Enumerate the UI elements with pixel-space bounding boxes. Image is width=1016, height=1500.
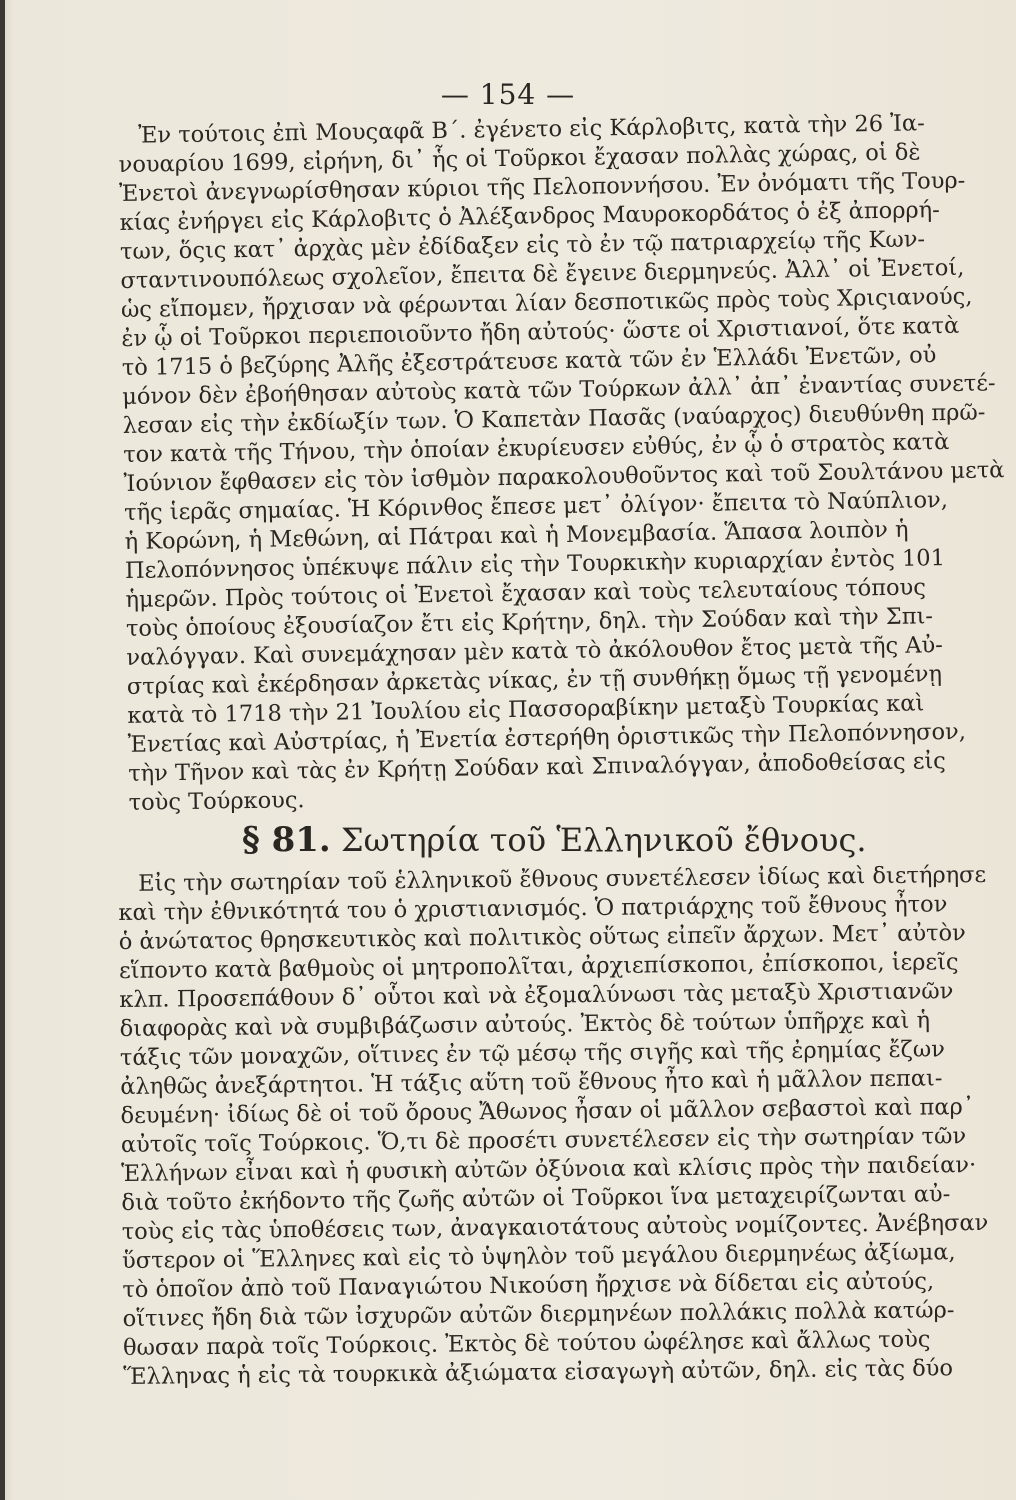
text-line: τὸ ὁποῖον ἀπὸ τοῦ Παναγιώτου Νικούση ἤρχισε νὰ δίδεται εἰς αὐτούς, bbox=[122, 1268, 935, 1303]
text-line: ὁ ἀνώτατος θρησκευτικὸς καὶ πολιτικὸς οὕτως εἰπεῖν ἄρχων. Μετ᾽ αὐτὸν bbox=[118, 920, 966, 955]
text-line: κατὰ τὸ 1718 τὴν 21 Ἰουλίου εἰς Πασσοραβίκην μεταξὺ Τουρκίας καὶ bbox=[127, 690, 925, 729]
text-line: νουαρίου 1699, εἰρήνη, δι᾽ ἧς οἱ Τοῦρκοι ἔχασαν πολλὰς χώρας, οἱ δὲ bbox=[118, 139, 921, 178]
page-number: — 154 — bbox=[440, 78, 576, 111]
text-line: ἡμερῶν. Πρὸς τούτοις οἱ Ἐνετοὶ ἔχασαν καὶ τοὺς τελευταίους τόπους bbox=[125, 574, 927, 613]
section-heading bbox=[242, 820, 867, 860]
text-line: τον κατὰ τῆς Τήνου, τὴν ὁποίαν ἐκυρίευσεν εὐθύς, ἐν ᾧ ὁ στρατὸς κατὰ bbox=[123, 428, 950, 468]
text-line: τοὺς ὁποίους ἐξουσίαζον ἔτι εἰς Κρήτην, δηλ. τὴν Σούδαν καὶ τὴν Σπι- bbox=[125, 603, 934, 642]
text-line: των, ὅςις κατ᾽ ἀρχὰς μὲν ἐδίδαξεν εἰς τὸ ἐν τῷ πατριαρχείῳ τῆς Κων- bbox=[119, 226, 926, 265]
text-line: Πελοπόννησος ὑπέκυψε πάλιν εἰς τὴν Τουρκικὴν κυριαρχίαν ἐντὸς 101 bbox=[124, 545, 946, 584]
text-line: διὰ τοῦτο ἐκήδοντο τῆς ζωῆς αὐτῶν οἱ Τοῦρκοι ἵνα μεταχειρίζωνται αὐ- bbox=[121, 1181, 951, 1216]
text-line: τῆς ἱερᾶς σημαίας. Ἡ Κόρινθος ἔπεσε μετ᾽ ὀλίγον· ἔπειτα τὸ Ναύπλιον, bbox=[123, 487, 949, 526]
text-line: διαφορὰς καὶ νὰ συμβιβάζωσιν αὐτούς. Ἐκτὸς δὲ τούτων ὑπῆρχε καὶ ἡ bbox=[119, 1007, 931, 1042]
page-spine-edge bbox=[0, 0, 5, 1500]
text-line: τὴν Τῆνον καὶ τὰς ἐν Κρήτῃ Σούδαν καὶ Σπιναλόγγαν, ἀποδοθείσας εἰς bbox=[128, 748, 947, 787]
text-line: ναλόγγαν. Καὶ συνεμάχησαν μὲν κατὰ τὸ ἀκόλουθον ἔτος μετὰ τῆς Αὐ- bbox=[126, 632, 943, 671]
text-line: δευμένη· ἰδίως δὲ οἱ τοῦ ὄρους Ἄθωνος ἦσαν οἱ μᾶλλον σεβαστοὶ καὶ παρ᾽ bbox=[120, 1094, 975, 1129]
text-line: ἐν ᾧ οἱ Τοῦρκοι περιεποιοῦντο ἤδη αὐτούς· ὥστε οἱ Χριστιανοί, ὅτε κατὰ bbox=[121, 312, 960, 352]
text-line: οἵτινες ἤδη διὰ τῶν ἰσχυρῶν αὐτῶν διερμηνέων πολλάκις πολλὰ κατώρ- bbox=[122, 1297, 955, 1332]
text-line: κίας ἐνήργει εἰς Κάρλοβιτς ὁ Ἀλέξανδρος Μαυροκορδάτος ὁ ἐξ ἀπορρή- bbox=[119, 197, 940, 236]
text-line: τάξις τῶν μοναχῶν, οἵτινες ἐν τῷ μέσῳ τῆς σιγῆς καὶ τῆς ἐρημίας ἔζων bbox=[119, 1036, 945, 1071]
text-line: καὶ τὴν ἐθνικότητά του ὁ χριστιανισμός. Ὁ πατριάρχης τοῦ ἔθνους ἦτον bbox=[118, 891, 948, 926]
text-line: Ἐν τούτοις ἐπὶ Μουςαφᾶ Β΄. ἐγένετο εἰς Κάρλοβιτς, κατὰ τὴν 26 Ἰα- bbox=[138, 110, 925, 149]
text-line: σταντινουπόλεως σχολεῖον, ἔπειτα δὲ ἔγεινε διερμηνεύς. Ἀλλ᾽ οἱ Ἐνετοί, bbox=[120, 254, 965, 294]
text-line: αὐτοῖς τοῖς Τούρκοις. Ὅ,τι δὲ προσέτι συνετέλεσεν εἰς τὴν σωτηρίαν τῶν bbox=[120, 1123, 967, 1158]
text-line: θωσαν παρὰ τοῖς Τούρκοις. Ἐκτὸς δὲ τούτου ὠφέλησε καὶ ἄλλως τοὺς bbox=[122, 1326, 931, 1361]
text-line: τοὺς Τούρκους. bbox=[128, 787, 305, 816]
text-line: εἵποντο κατὰ βαθμοὺς οἱ μητροπολῖται, ἀρχιεπίσκοποι, ἐπίσκοποι, ἱερεῖς bbox=[118, 949, 959, 984]
text-line: ἡ Κορώνη, ἡ Μεθώνη, αἱ Πάτραι καὶ ἡ Μονεμβασία. Ἅπασα λοιπὸν ἡ bbox=[124, 516, 909, 555]
text-line: ὕστερον οἱ Ἕλληνες καὶ εἰς τὸ ὑψηλὸν τοῦ μεγάλου διερμηνέως ἀξίωμα, bbox=[121, 1239, 956, 1274]
text-line: ὡς εἴπομεν, ἤρχισαν νὰ φέρωνται λίαν δεσποτικῶς πρὸς τοὺς Χριςιανούς, bbox=[120, 283, 973, 323]
text-line: Ἰούνιον ἔφθασεν εἰς τὸν ἰσθμὸν παρακολουθοῦντος καὶ τοῦ Σουλτάνου μετὰ bbox=[123, 457, 1005, 497]
text-line: μόνον δὲν ἐβοήθησαν αὐτοὺς κατὰ τῶν Τούρκων ἀλλ᾽ ἀπ᾽ ἐναντίας συνετέ- bbox=[122, 370, 996, 410]
text-line: στρίας καὶ ἐκέρδησαν ἀρκετὰς νίκας, ἐν τῇ συνθήκῃ ὅμως τῇ γενομένῃ bbox=[126, 661, 943, 700]
text-line: τὸ 1715 ὁ βεζύρης Ἀλῆς ἐξεστράτευσε κατὰ τῶν ἐν Ἑλλάδι Ἐνετῶν, οὐ bbox=[121, 342, 937, 381]
text-line: Ἕλληνας ἡ εἰς τὰ τουρκικὰ ἀξιώματα εἰσαγωγὴ αὐτῶν, δηλ. εἰς τὰς δύο bbox=[123, 1355, 954, 1390]
text-line: κλπ. Προσεπάθουν δ᾽ οὗτοι καὶ νὰ ἐξομαλύνωσι τὰς μεταξὺ Χριστιανῶν bbox=[119, 978, 954, 1013]
text-line: Ἑλλήνων εἶναι καὶ ἡ φυσικὴ αὐτῶν ὀξύνοια καὶ κλίσις πρὸς τὴν παιδείαν· bbox=[121, 1152, 977, 1187]
text-line: ἀληθῶς ἀνεξάρτητοι. Ἡ τάξις αὕτη τοῦ ἔθνους ἦτο καὶ ἡ μᾶλλον πεπαι- bbox=[120, 1065, 943, 1100]
section-81-text bbox=[118, 861, 989, 1392]
text-line: λεσαν εἰς τὴν ἐκδίωξίν των. Ὁ Καπετὰν Πασᾶς (ναύαρχος) διευθύνθη πρῶ- bbox=[122, 399, 986, 439]
previous-section-text bbox=[118, 110, 1005, 818]
text-line: Ἐνετίας καὶ Αὐστρίας, ἡ Ἐνετία ἐστερήθη ὁριστικῶς τὴν Πελοπόννησον, bbox=[127, 718, 967, 758]
text-line: Ἐνετοὶ ἀνεγνωρίσθησαν κύριοι τῆς Πελοποννήσου. Ἐν ὀνόματι τῆς Τουρ- bbox=[118, 167, 966, 207]
section-number: § 81. bbox=[242, 820, 331, 860]
text-line: τοὺς εἰς τὰς ὑποθέσεις των, ἀναγκαιοτάτους αὐτοὺς νομίζοντες. Ἀνέβησαν bbox=[121, 1209, 989, 1245]
section-title: Σωτηρία τοῦ Ἑλληνικοῦ ἔθνους. bbox=[340, 821, 867, 859]
text-line: Εἰς τὴν σωτηρίαν τοῦ ἑλληνικοῦ ἔθνους συνετέλεσεν ἰδίως καὶ διετήρησε bbox=[138, 861, 987, 897]
